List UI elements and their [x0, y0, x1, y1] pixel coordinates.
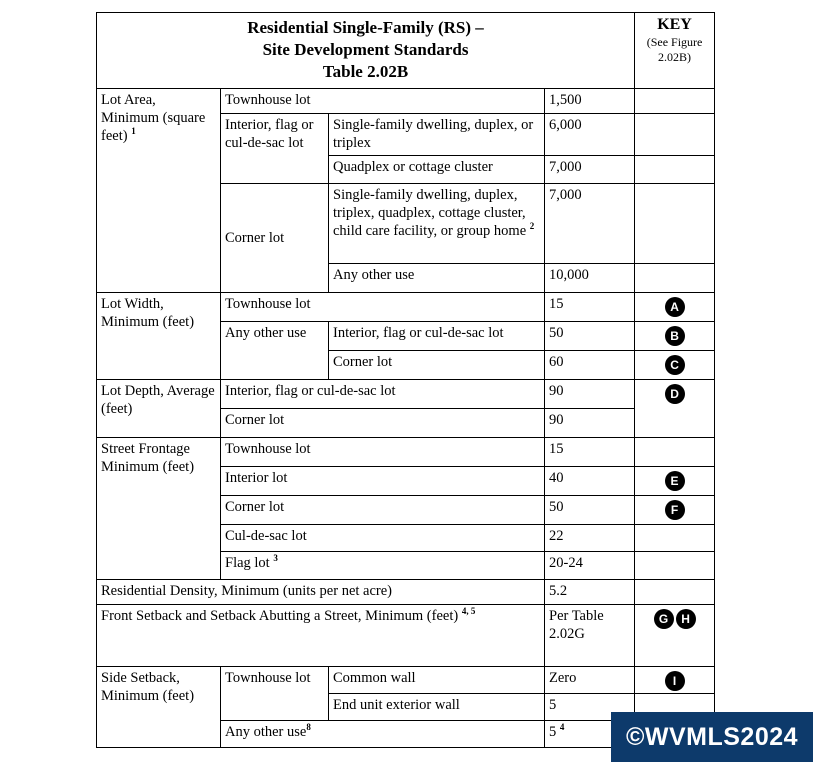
key-cell-empty [635, 156, 715, 184]
street-frontage-townhouse-label: Townhouse lot [221, 438, 545, 467]
key-badge-g: G [654, 609, 674, 629]
key-cell [635, 380, 715, 438]
street-frontage-label: Street Frontage Minimum (feet) [97, 438, 221, 580]
lot-area-corner-sfd-label: Single-family dwelling, duplex, triplex, quadplex, cottage cluster, child care facility, or group home $^2$ [329, 184, 545, 264]
street-frontage-flag-label: Flag lot $^3$ [221, 552, 545, 580]
street-frontage-culdesac-value: 22 [545, 525, 635, 552]
key-cell-empty [635, 580, 715, 605]
key-cell [635, 467, 715, 496]
footnote-marker: 8 [306, 722, 311, 733]
lot-depth-corner-value: 90 [545, 409, 635, 438]
key-cell [635, 496, 715, 525]
lot-area-interior-quad-label: Quadplex or cottage cluster [329, 156, 545, 184]
key-badge-h: H [676, 609, 696, 629]
street-frontage-interior-value: 40 [545, 467, 635, 496]
key-badge-e: E [665, 471, 685, 491]
key-cell [635, 293, 715, 322]
side-setback-label: Side Setback, Minimum (feet) [97, 667, 221, 748]
lot-area-townhouse-label: Townhouse lot [221, 89, 545, 114]
density-label: Residential Density, Minimum (units per net acre) [97, 580, 545, 605]
key-badge-f: F [665, 500, 685, 520]
side-setback-townhouse-label: Townhouse lot [221, 667, 329, 721]
side-setback-other-value: 5 $^4$ [545, 721, 635, 748]
footnote-marker: 1 [131, 126, 136, 137]
footnote-marker: 4 [559, 722, 565, 733]
footnote-marker: 3 [273, 553, 278, 564]
side-setback-common-label: Common wall [329, 667, 545, 694]
footnote-marker: 2 [529, 221, 535, 232]
lot-area-label: Lot Area, Minimum (square feet) $^1$ [97, 89, 221, 293]
side-setback-end-unit-label: End unit exterior wall [329, 694, 545, 721]
street-frontage-interior-label: Interior lot [221, 467, 545, 496]
key-cell-empty [635, 114, 715, 156]
lot-area-corner-sfd-value: 7,000 [545, 184, 635, 264]
key-badge-a: A [665, 297, 685, 317]
table-title-line2: Site Development Standards [262, 40, 469, 59]
lot-area-interior-sfd-value: 6,000 [545, 114, 635, 156]
lot-depth-interior-value: 90 [545, 380, 635, 409]
front-setback-label: Front Setback and Setback Abutting a Street, Minimum (feet) $^{4, 5}$ [97, 605, 545, 667]
table-title-line3: Table 2.02B [322, 62, 409, 81]
key-cell-empty [635, 552, 715, 580]
lot-width-interior-label: Interior, flag or cul-de-sac lot [329, 322, 545, 351]
key-badge-d: D [665, 384, 685, 404]
key-cell [635, 322, 715, 351]
lot-width-townhouse-value: 15 [545, 293, 635, 322]
key-cell-empty [635, 89, 715, 114]
key-label: KEY [657, 16, 692, 33]
side-setback-end-unit-value: 5 [545, 694, 635, 721]
key-cell-empty [635, 264, 715, 293]
site-development-standards-table [96, 12, 715, 748]
lot-width-corner-label: Corner lot [329, 351, 545, 380]
table-title [97, 13, 635, 89]
key-cell [635, 605, 715, 667]
street-frontage-townhouse-value: 15 [545, 438, 635, 467]
key-cell [635, 351, 715, 380]
street-frontage-culdesac-label: Cul-de-sac lot [221, 525, 545, 552]
lot-width-other-label: Any other use [221, 322, 329, 380]
key-note: (See Figure 2.02B) [646, 35, 703, 64]
lot-area-corner-other-label: Any other use [329, 264, 545, 293]
lot-depth-corner-label: Corner lot [221, 409, 545, 438]
lot-area-corner-other-value: 10,000 [545, 264, 635, 293]
lot-depth-interior-label: Interior, flag or cul-de-sac lot [221, 380, 545, 409]
lot-width-townhouse-label: Townhouse lot [221, 293, 545, 322]
side-setback-common-value: Zero [545, 667, 635, 694]
key-cell-empty [635, 525, 715, 552]
key-cell-empty [635, 438, 715, 467]
side-setback-other-label: Any other use$^8$ [221, 721, 545, 748]
wvmls-watermark: ©WVMLS2024 [611, 712, 813, 762]
key-cell [635, 667, 715, 694]
street-frontage-flag-value: 20-24 [545, 552, 635, 580]
lot-area-townhouse-value: 1,500 [545, 89, 635, 114]
key-badge-b: B [665, 326, 685, 346]
lot-area-interior-sfd-label: Single-family dwelling, duplex, or triplex [329, 114, 545, 156]
key-badge-i: I [665, 671, 685, 691]
key-badge-c: C [665, 355, 685, 375]
lot-width-corner-value: 60 [545, 351, 635, 380]
lot-width-interior-value: 50 [545, 322, 635, 351]
table-title-line1: Residential Single-Family (RS) – [247, 18, 484, 37]
density-value: 5.2 [545, 580, 635, 605]
lot-area-interior-quad-value: 7,000 [545, 156, 635, 184]
lot-area-interior-label: Interior, flag or cul-de-sac lot [221, 114, 329, 184]
key-cell-empty [635, 184, 715, 264]
key-header [635, 13, 715, 89]
lot-width-label: Lot Width, Minimum (feet) [97, 293, 221, 380]
street-frontage-corner-label: Corner lot [221, 496, 545, 525]
lot-depth-label: Lot Depth, Average (feet) [97, 380, 221, 438]
footnote-marker: 4, 5 [461, 606, 476, 617]
lot-area-corner-label: Corner lot [221, 184, 329, 293]
front-setback-value: Per Table 2.02G [545, 605, 635, 667]
street-frontage-corner-value: 50 [545, 496, 635, 525]
